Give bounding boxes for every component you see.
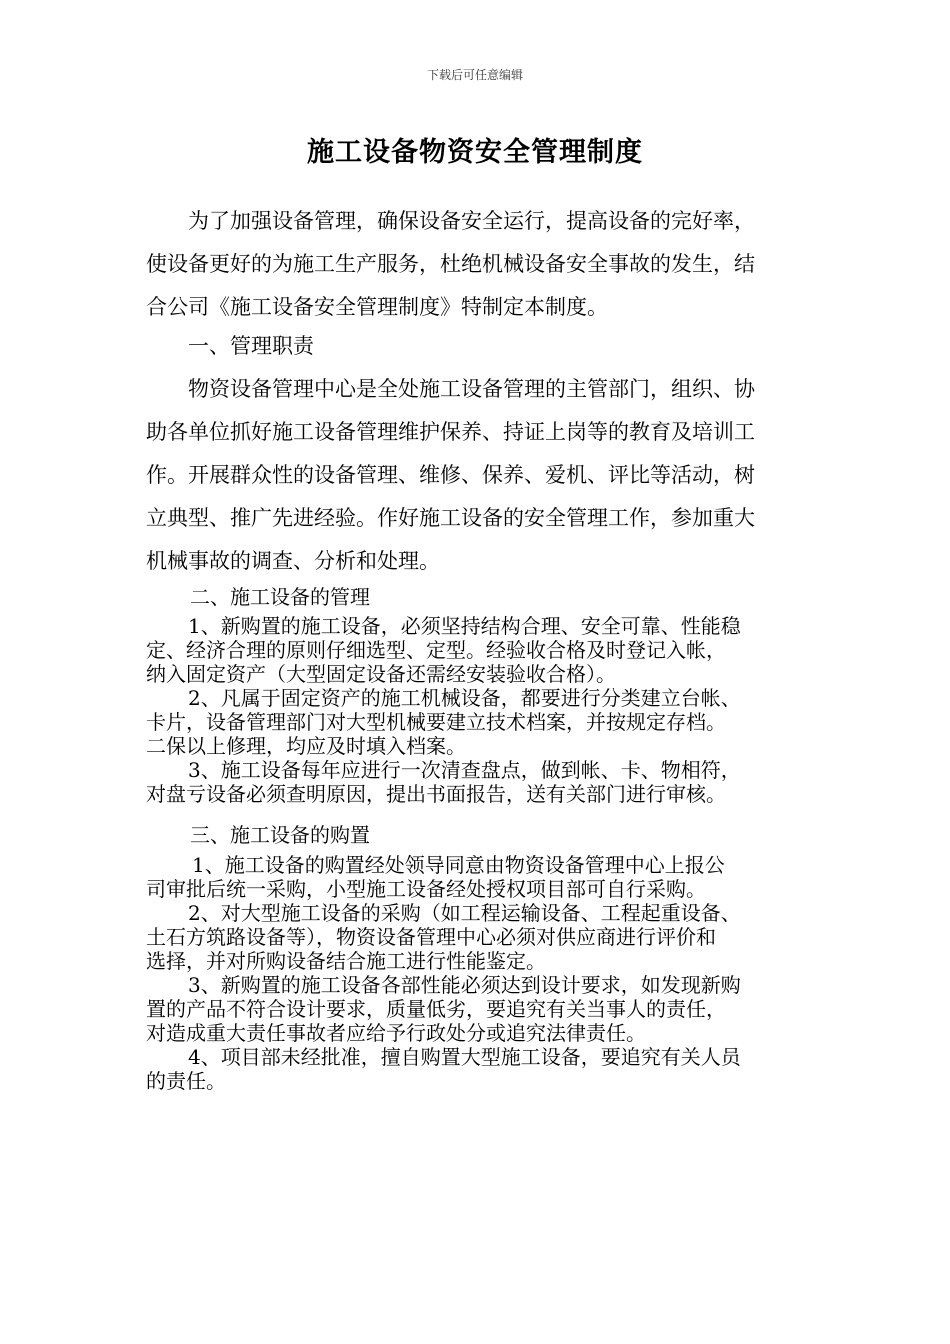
text-line: 土石方筑路设备等），物资设备管理中心必须对供应商进行评价和 — [146, 925, 716, 949]
text-line: 对盘亏设备必须查明原因，提出书面报告，送有关部门进行审核。 — [146, 782, 726, 806]
text-line: 3、施工设备每年应进行一次清查盘点，做到帐、卡、物相符， — [188, 758, 741, 782]
text-line: 卡片，设备管理部门对大型机械要建立技术档案，并按规定存档。 — [146, 710, 726, 734]
text-line: 1、施工设备的购置经处领导同意由物资设备管理中心上报公 — [192, 853, 725, 877]
text-line: 机械事故的调查、分析和处理。 — [146, 549, 440, 573]
text-line: 对造成重大责任事故者应给予行政处分或追究法律责任。 — [146, 1021, 646, 1045]
document-title: 施工设备物资安全管理制度 — [307, 137, 643, 168]
text-line: 1、新购置的施工设备，必须坚持结构合理、安全可靠、性能稳 — [188, 614, 741, 638]
text-line: 作。开展群众性的设备管理、维修、保养、爱机、评比等活动，树 — [146, 463, 755, 487]
text-line: 选择，并对所购设备结合施工进行性能鉴定。 — [146, 949, 546, 973]
text-line: 二保以上修理，均应及时填入档案。 — [146, 734, 466, 758]
section-2 — [146, 614, 806, 806]
section-heading: 三、施工设备的购置 — [190, 823, 370, 847]
header-note: 下载后可任意编辑 — [426, 68, 523, 82]
text-line: 使设备更好的为施工生产服务，杜绝机械设备安全事故的发生，结 — [146, 252, 755, 276]
section-3-heading-block — [146, 823, 806, 847]
text-line: 3、新购置的施工设备各部性能必须达到设计要求，如发现新购 — [188, 973, 741, 997]
text-line: 4、项目部未经批准，擅自购置大型施工设备，要追究有关人员 — [188, 1045, 741, 1069]
text-line: 为了加强设备管理，确保设备安全运行，提高设备的完好率， — [188, 209, 755, 233]
intro-paragraph — [146, 200, 806, 329]
text-line: 司审批后统一采购，小型施工设备经处授权项目部可自行采购。 — [146, 877, 706, 901]
section-3 — [146, 853, 806, 1093]
text-line: 纳入固定资产（大型固定设备还需经安装验收合格）。 — [146, 662, 616, 686]
section-heading: 一、管理职责 — [188, 334, 314, 358]
text-line: 2、凡属于固定资产的施工机械设备，都要进行分类建立台帐、 — [188, 686, 741, 710]
text-line: 2、对大型施工设备的采购（如工程运输设备、工程起重设备、 — [188, 901, 741, 925]
section-1 — [146, 325, 806, 583]
text-line: 的责任。 — [146, 1069, 226, 1093]
text-line: 立典型、推广先进经验。作好施工设备的安全管理工作，参加重大 — [146, 506, 755, 530]
text-line: 置的产品不符合设计要求，质量低劣，要追究有关当事人的责任， — [146, 997, 726, 1021]
text-line: 物资设备管理中心是全处施工设备管理的主管部门，组织、协 — [188, 377, 755, 401]
section-2-heading-block — [146, 585, 806, 609]
text-line: 定、经济合理的原则仔细选型、定型。经验收合格及时登记入帐， — [146, 638, 726, 662]
section-heading: 二、施工设备的管理 — [190, 585, 370, 609]
text-line: 合公司《施工设备安全管理制度》特制定本制度。 — [146, 295, 608, 319]
text-line: 助各单位抓好施工设备管理维护保养、持证上岗等的教育及培训工 — [146, 420, 755, 444]
